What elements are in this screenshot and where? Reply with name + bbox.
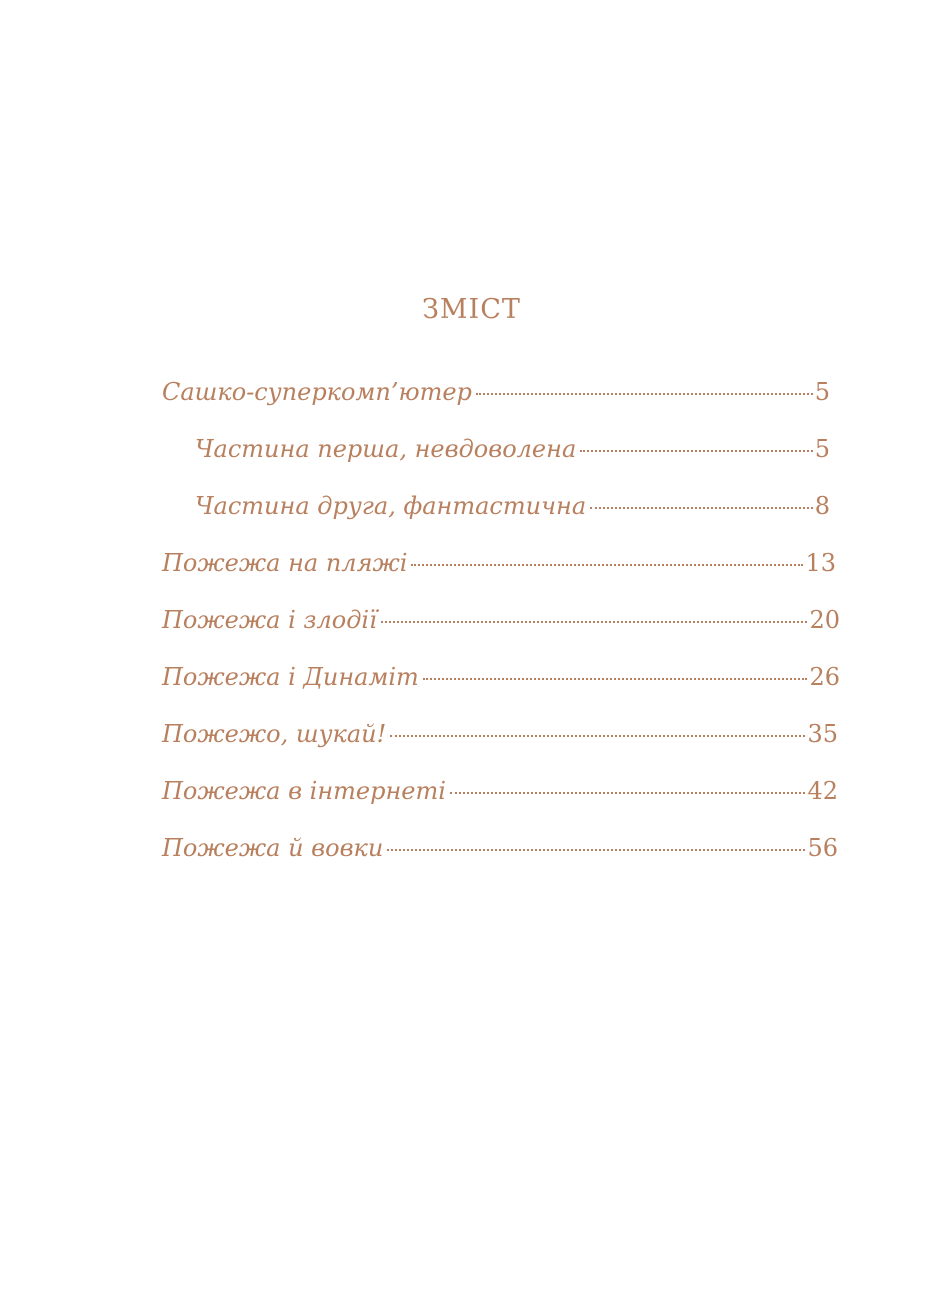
- toc-entry-title: Пожежа в інтернеті: [162, 777, 446, 805]
- toc-entry-part-two[interactable]: [195, 490, 830, 522]
- dot-leader: [476, 393, 813, 395]
- toc-entry-title: Пожежа й вовки: [162, 834, 384, 862]
- toc-entry-title: Сашко-суперкомп’ютер: [162, 378, 472, 406]
- toc-entry-title: Частина друга, фантастична: [195, 492, 587, 520]
- toc-entry-title: Пожежо, шукай!: [162, 720, 387, 748]
- toc-entry-internet[interactable]: [162, 775, 838, 807]
- dot-leader: [390, 735, 805, 737]
- toc-entry-title: Пожежа і злодії: [162, 606, 377, 634]
- page-title: ЗМІСТ: [422, 294, 521, 325]
- toc-entry-page: 5: [814, 378, 830, 406]
- dot-leader: [580, 450, 812, 452]
- toc-entry-title: Пожежа і Динаміт: [162, 663, 419, 691]
- toc-entry-page: 56: [807, 834, 838, 862]
- dot-leader: [411, 564, 803, 566]
- toc-entry-sashko[interactable]: [162, 376, 830, 408]
- toc-entry-beach[interactable]: [162, 547, 836, 579]
- toc-entry-part-one[interactable]: [195, 433, 830, 465]
- toc-entry-page: 35: [807, 720, 838, 748]
- toc-entry-dynamite[interactable]: [162, 661, 840, 693]
- dot-leader: [590, 507, 813, 509]
- toc-entry-page: 5: [814, 435, 830, 463]
- toc-entry-wolves[interactable]: [162, 832, 838, 864]
- dot-leader: [381, 621, 808, 623]
- dot-leader: [387, 849, 805, 851]
- toc-entry-page: 8: [814, 492, 830, 520]
- toc-entry-title: Пожежа на пляжі: [162, 549, 408, 577]
- toc-entry-search[interactable]: [162, 718, 838, 750]
- toc-entry-page: 20: [809, 606, 840, 634]
- toc-entry-thieves[interactable]: [162, 604, 840, 636]
- toc-entry-title: Частина перша, невдоволена: [195, 435, 577, 463]
- dot-leader: [423, 678, 808, 680]
- toc-entry-page: 26: [809, 663, 840, 691]
- toc-entry-page: 42: [807, 777, 838, 805]
- toc-entry-page: 13: [805, 549, 836, 577]
- dot-leader: [450, 792, 806, 794]
